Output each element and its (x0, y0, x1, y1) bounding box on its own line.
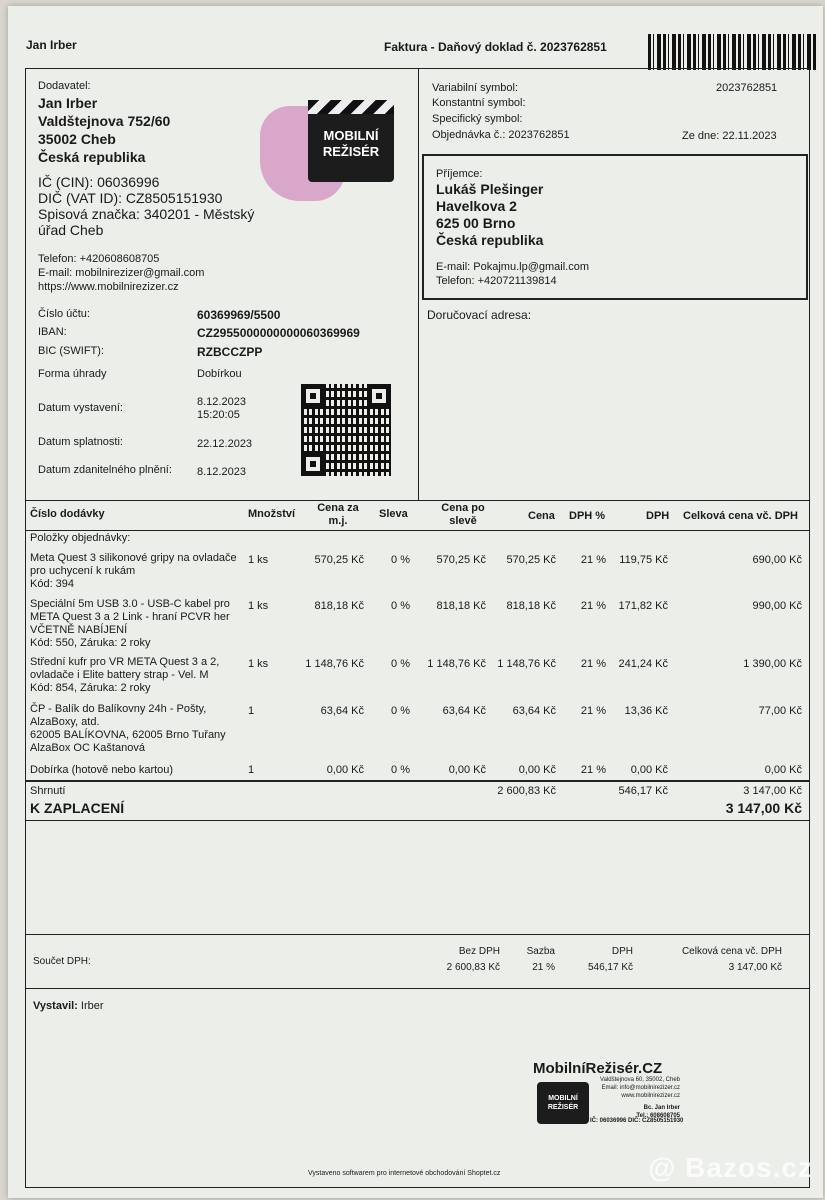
row-desc-line: Kód: 394 (30, 578, 75, 590)
row-vat: 0,00 Kč (630, 764, 668, 776)
th-item: Číslo dodávky (30, 508, 105, 520)
taxable-label: Datum zdanitelného plnění: (38, 464, 172, 476)
order-number: Objednávka č.: 2023762851 (432, 129, 570, 141)
row-total: 990,00 Kč (752, 600, 802, 612)
method-label: Forma úhrady (38, 368, 107, 380)
row-vat-pct: 21 % (580, 600, 606, 612)
row-qty: 1 ks (248, 600, 269, 612)
supplier-spis2: úřad Cheb (38, 222, 104, 238)
row-qty: 1 ks (248, 554, 269, 566)
supplier-spis1: Spisová značka: 340201 - Městský (38, 206, 255, 222)
row-vat: 119,75 Kč (619, 554, 668, 566)
row-price: 63,64 Kč (512, 705, 556, 717)
recipient-country: Česká republika (436, 232, 544, 248)
row-desc-line: ovladače i Elite battery strap - Vel. M (30, 669, 209, 681)
logo-line1: MOBILNÍ (323, 128, 379, 143)
row-price: 570,25 Kč (506, 554, 556, 566)
recipient-email: E-mail: Pokajmu.lp@gmail.com (436, 261, 589, 273)
footer-email: Email: info@mobilnirezizer.cz (601, 1085, 680, 1091)
table-row (30, 552, 237, 591)
issued-date: 8.12.2023 (197, 396, 246, 408)
barcode (648, 34, 818, 70)
supplier-label: Dodavatel: (38, 80, 91, 92)
row-price: 818,18 Kč (506, 600, 556, 612)
recipient-address (436, 181, 543, 249)
vat-h-base: Bez DPH (458, 946, 500, 957)
specific-symbol-label: Specifický symbol: (432, 113, 523, 125)
supplier-city: 35002 Cheb (38, 131, 116, 147)
footer-addr: Valdštejnova 60, 35002, Cheb (600, 1077, 680, 1083)
items-section-label: Položky objednávky: (30, 532, 131, 544)
recipient-contacts (436, 260, 589, 288)
row-after-discount: 63,64 Kč (442, 705, 486, 717)
th-vat: DPH (646, 510, 670, 522)
row-desc-line: Speciální 5m USB 3.0 - USB-C kabel pro (30, 598, 230, 610)
supplier-ic: IČ (CIN): 06036996 (38, 174, 160, 190)
logo-line2: REŽISÉR (322, 144, 380, 159)
row-desc-line: Kód: 550, Záruka: 2 roky (30, 637, 151, 649)
row-unit-price: 1 148,76 Kč (305, 658, 364, 670)
row-desc-line: ČP - Balík do Balíkovny 24h - Pošty, (30, 703, 207, 715)
variable-symbol-value: 2023762851 (716, 82, 778, 94)
table-row (30, 703, 226, 755)
amount-due-value: 3 147,00 Kč (725, 800, 802, 816)
row-price: 1 148,76 Kč (497, 658, 556, 670)
th-discount: Sleva (379, 508, 408, 520)
row-desc-line: pro uchycení k rukám (30, 565, 136, 577)
summary-rule (25, 820, 810, 821)
clapper-icon (308, 100, 394, 114)
vat-summary-label: Součet DPH: (33, 956, 91, 967)
row-price: 0,00 Kč (518, 764, 556, 776)
row-vat: 13,36 Kč (624, 705, 668, 717)
issued-value (197, 396, 246, 422)
row-total: 690,00 Kč (752, 554, 802, 566)
row-after-discount: 818,18 Kč (436, 600, 486, 612)
row-desc-line: META Quest 3 a 2 Link - hraní PCVR her (30, 611, 230, 623)
generated-by: Vystaveno softwarem pro internetové obchodování Shoptet.cz (308, 1170, 501, 1177)
supplier-ids (38, 174, 254, 238)
issued-time: 15:20:05 (197, 409, 240, 421)
top-divider (418, 68, 419, 500)
th-price: Cena (528, 510, 555, 522)
th-unit-price (308, 502, 368, 528)
row-qty: 1 (248, 764, 255, 776)
th-qty: Množství (248, 508, 296, 520)
table-top-rule (25, 500, 810, 501)
vat-summary-bottom-rule (25, 988, 810, 989)
row-desc-line: Dobírka (hotově nebo kartou) (30, 764, 174, 776)
row-discount: 0 % (391, 600, 410, 612)
header-seller: Jan Irber (26, 38, 77, 52)
footer-ids: IČ: 06036996 DIČ: CZ8505151930 (590, 1118, 684, 1124)
row-qty: 1 (248, 705, 255, 717)
summary-label: Shrnutí (30, 785, 66, 797)
supplier-address (38, 94, 170, 166)
row-desc-line: VČETNĚ NABÍJENÍ (30, 624, 128, 636)
constant-symbol-label: Konstantní symbol: (432, 97, 526, 109)
th-vat-pct: DPH % (569, 510, 606, 522)
vat-h-vat: DPH (611, 946, 633, 957)
footer-person: Bc. Jan Irber (643, 1105, 680, 1111)
vat-total: 3 147,00 Kč (728, 962, 782, 973)
vat-amount: 546,17 Kč (587, 962, 633, 973)
iban-value: CZ2955000000000060369969 (197, 326, 360, 340)
row-total: 0,00 Kč (764, 764, 802, 776)
vat-h-total: Celková cena vč. DPH (681, 946, 782, 957)
table-bottom-rule (25, 780, 810, 782)
bic-label: BIC (SWIFT): (38, 345, 104, 357)
supplier-street: Valdštejnova 752/60 (38, 113, 171, 129)
row-vat: 171,82 Kč (618, 600, 668, 612)
footer-logo (537, 1082, 589, 1124)
row-vat-pct: 21 % (580, 554, 606, 566)
row-vat-pct: 21 % (580, 658, 606, 670)
bic-value: RZBCCZPP (197, 345, 263, 359)
due-value: 22.12.2023 (197, 438, 253, 450)
order-date: Ze dne: 22.11.2023 (682, 130, 777, 142)
amount-due-label: K ZAPLACENÍ (30, 800, 125, 816)
row-discount: 0 % (391, 658, 410, 670)
issued-label: Datum vystavení: (38, 402, 123, 414)
row-total: 1 390,00 Kč (743, 658, 802, 670)
invoice-title: Faktura - Daňový doklad č. 2023762851 (384, 40, 607, 54)
row-after-discount: 570,25 Kč (436, 554, 486, 566)
supplier-dic: DIČ (VAT ID): CZ8505151930 (38, 190, 223, 206)
due-label: Datum splatnosti: (38, 436, 123, 448)
footer-logo-line1: MOBILNÍ (548, 1095, 578, 1102)
supplier-email: E-mail: mobilnirezizer@gmail.com (38, 267, 205, 279)
recipient-street: Havelkova 2 (436, 198, 517, 214)
supplier-logo (308, 102, 394, 182)
delivery-address-label: Doručovací adresa: (427, 308, 532, 322)
row-desc-line: Kód: 854, Záruka: 2 roky (30, 682, 151, 694)
table-row (30, 598, 230, 650)
issued-by (33, 1000, 104, 1012)
supplier-country: Česká republika (38, 149, 146, 165)
vat-base: 2 600,83 Kč (446, 962, 500, 973)
row-desc-line: Střední kufr pro VR META Quest 3 a 2, (30, 656, 220, 668)
vat-summary-top-rule (25, 934, 810, 935)
th-after-1: Cena po (441, 502, 485, 514)
row-total: 77,00 Kč (758, 705, 802, 717)
recipient-phone: Telefon: +420721139814 (436, 275, 557, 287)
supplier-phone: Telefon: +420608608705 (38, 253, 160, 265)
supplier-contacts (38, 252, 204, 294)
issued-by-label: Vystavil: (33, 1000, 78, 1012)
th-after-discount (430, 502, 496, 528)
th-after-2: slevě (449, 515, 477, 527)
row-desc-line: 62005 BALÍKOVNA, 62005 Brno Tuřany (30, 729, 226, 741)
footer-tel: Tel.: 608608705 (636, 1113, 680, 1119)
row-vat: 241,24 Kč (618, 658, 668, 670)
method-value: Dobírkou (197, 368, 242, 380)
th-total: Celková cena vč. DPH (683, 510, 798, 522)
taxable-value: 8.12.2023 (197, 466, 246, 478)
variable-symbol-label: Variabilní symbol: (432, 82, 518, 94)
row-after-discount: 1 148,76 Kč (427, 658, 486, 670)
summary-price: 2 600,83 Kč (497, 785, 556, 797)
row-discount: 0 % (391, 705, 410, 717)
account-label: Číslo účtu: (38, 308, 90, 320)
row-desc-line: AlzaBox OC Kaštanová (30, 742, 145, 754)
account-value: 60369969/5500 (197, 308, 281, 322)
recipient-label: Příjemce: (436, 168, 483, 180)
th-unit-price-2: m.j. (328, 515, 348, 527)
row-vat-pct: 21 % (580, 764, 606, 776)
th-unit-price-1: Cena za (317, 502, 359, 514)
row-qty: 1 ks (248, 658, 269, 670)
vat-rate: 21 % (532, 962, 555, 973)
table-header-rule (25, 530, 810, 531)
row-desc-line: Meta Quest 3 silikonové gripy na ovladače (30, 552, 237, 564)
row-vat-pct: 21 % (580, 705, 606, 717)
bazos-watermark: @ Bazos.cz (648, 1152, 813, 1183)
row-unit-price: 0,00 Kč (326, 764, 364, 776)
issued-by-value: Irber (80, 1000, 104, 1012)
qr-code (301, 384, 391, 476)
row-unit-price: 818,18 Kč (314, 600, 364, 612)
table-row (30, 764, 173, 777)
row-desc-line: AlzaBoxy, atd. (30, 716, 100, 728)
row-unit-price: 63,64 Kč (320, 705, 364, 717)
iban-label: IBAN: (38, 326, 67, 338)
summary-total: 3 147,00 Kč (743, 785, 802, 797)
footer-contacts (590, 1076, 680, 1120)
supplier-web: https://www.mobilnirezizer.cz (38, 281, 179, 293)
row-unit-price: 570,25 Kč (314, 554, 364, 566)
vat-h-rate: Sazba (526, 946, 555, 957)
row-after-discount: 0,00 Kč (448, 764, 486, 776)
row-discount: 0 % (391, 554, 410, 566)
footer-logo-line2: REŽISÉR (547, 1104, 579, 1111)
row-discount: 0 % (391, 764, 410, 776)
summary-vat: 546,17 Kč (618, 785, 668, 797)
recipient-city: 625 00 Brno (436, 215, 516, 231)
footer-web: www.mobilnirezizer.cz (621, 1093, 680, 1099)
table-row (30, 656, 219, 695)
recipient-name: Lukáš Plešinger (436, 181, 544, 197)
invoice-page (8, 6, 823, 1198)
supplier-name: Jan Irber (38, 95, 98, 111)
footer-brand: MobilníRežisér.CZ (533, 1060, 663, 1077)
